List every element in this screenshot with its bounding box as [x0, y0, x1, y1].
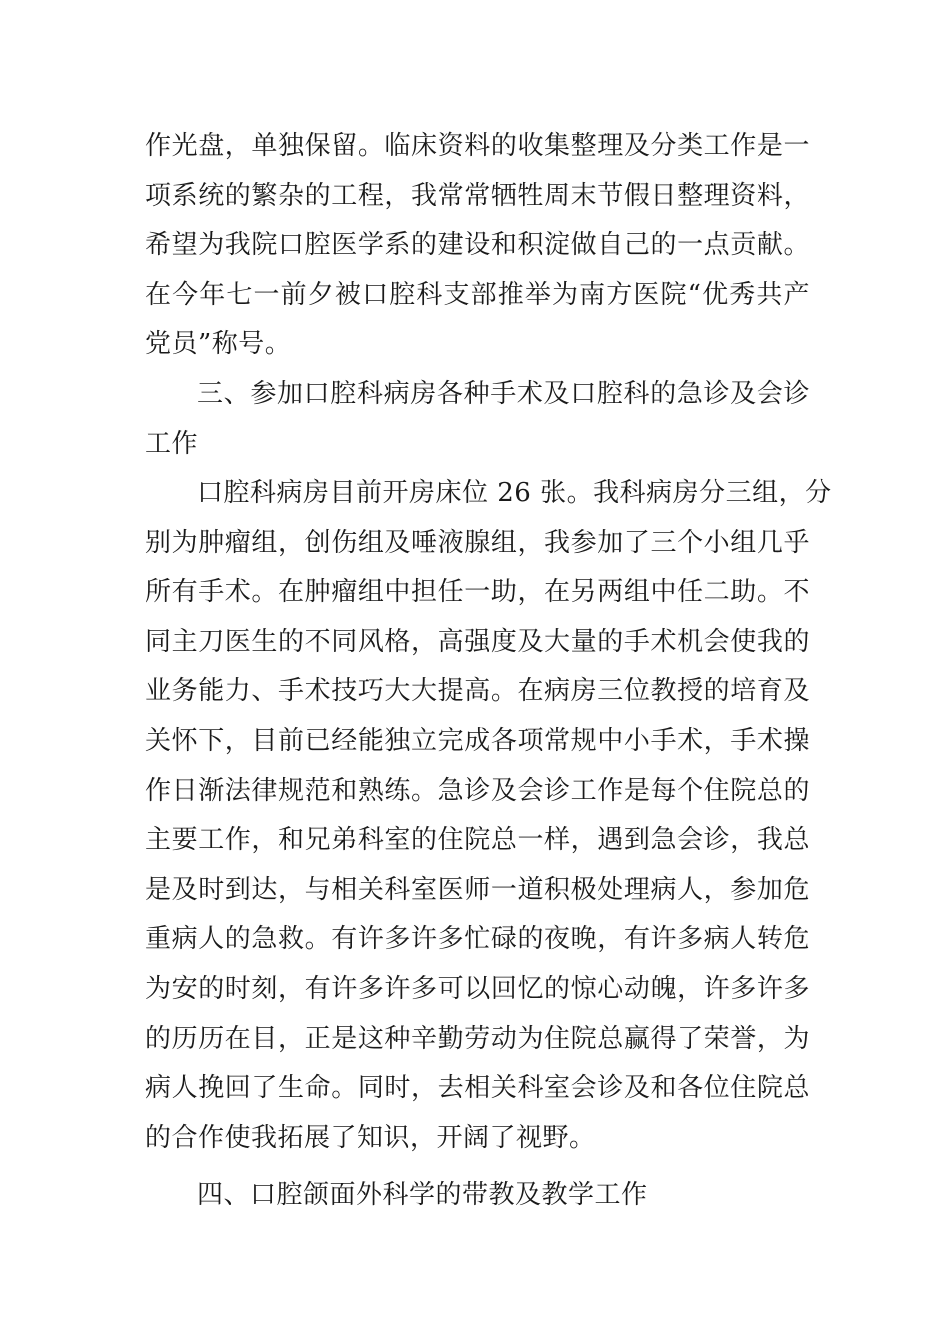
section-heading-4: [145, 1171, 810, 1221]
text-line: 为安的时刻，有许多许多可以回忆的惊心动魄，许多许多: [145, 973, 810, 1004]
text-line: 党员”称号。: [145, 329, 292, 360]
text-line: 关怀下，目前已经能独立完成各项常规中小手术，手术操: [145, 725, 810, 756]
section-heading-3: [145, 370, 810, 469]
text-line: 是及时到达，与相关科室医师一道积极处理病人，参加危: [145, 874, 810, 905]
text-line: 业务能力、手术技巧大大提高。在病房三位教授的培育及: [145, 676, 810, 707]
text-line: 作日渐法律规范和熟练。急诊及会诊工作是每个住院总的: [145, 775, 810, 806]
text-line: 病人挽回了生命。同时，去相关科室会诊及和各位住院总: [145, 1073, 810, 1104]
text-line: 别为肿瘤组，创伤组及唾液腺组，我参加了三个小组几乎: [145, 527, 810, 558]
text-line: 所有手术。在肿瘤组中担任一助，在另两组中任二助。不: [145, 577, 810, 608]
text-line: 在今年七一前夕被口腔科支部推举为南方医院“优秀共产: [145, 279, 810, 310]
heading-line: 四、口腔颌面外科学的带教及教学工作: [197, 1180, 648, 1210]
text-line: 项系统的繁杂的工程，我常常牺牲周末节假日整理资料，: [145, 180, 810, 211]
text-line: 希望为我院口腔医学系的建设和积淀做自己的一点贡献。: [145, 230, 810, 261]
heading-line: 三、参加口腔科病房各种手术及口腔科的急诊及会诊: [197, 379, 810, 409]
heading-line: 工作: [145, 428, 199, 459]
text-line: 重病人的急救。有许多许多忙碌的夜晚，有许多病人转危: [145, 924, 810, 955]
paragraph-ward-work: [145, 469, 832, 1163]
paragraph-continued: [145, 122, 810, 370]
text-line: 主要工作，和兄弟科室的住院总一样，遇到急会诊，我总: [145, 825, 810, 856]
text-line: 的历历在目，正是这种辛勤劳动为住院总赢得了荣誉，为: [145, 1023, 810, 1054]
text-line: 同主刀医生的不同风格，高强度及大量的手术机会使我的: [145, 626, 810, 657]
text-line: 口腔科病房目前开房床位 26 张。我科病房分三组，分: [197, 478, 832, 508]
text-line: 作光盘，单独保留。临床资料的收集整理及分类工作是一: [145, 131, 810, 161]
text-line: 的合作使我拓展了知识，开阔了视野。: [145, 1122, 596, 1153]
